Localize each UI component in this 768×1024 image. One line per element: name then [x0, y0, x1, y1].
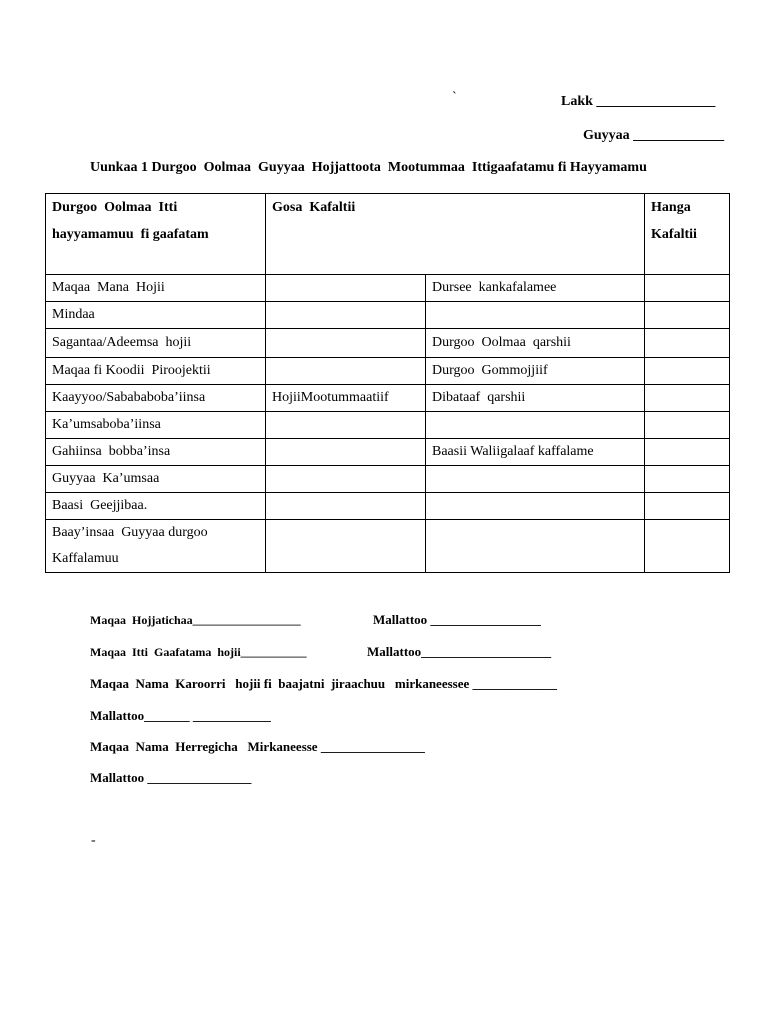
row-payment-label: Baasii Waliigalaaf kaffalame: [426, 439, 645, 466]
supervisor-signature-field[interactable]: Mallattoo____________________: [367, 644, 552, 659]
table-row: [46, 493, 730, 520]
row-amount-cell[interactable]: [645, 302, 730, 329]
form-title: Uunkaa 1 Durgoo Oolmaa Guyyaa Hojjattoota Mootummaa Ittigaafatamu fi Hayyamamu: [90, 160, 647, 175]
row-input-cell[interactable]: HojiiMootummaatiif: [266, 385, 426, 412]
row-amount-cell[interactable]: [645, 385, 730, 412]
table-row: [46, 439, 730, 466]
row-amount-cell[interactable]: [645, 329, 730, 358]
table-row: [46, 385, 730, 412]
table-row: [46, 329, 730, 358]
row-payment-label: Dibataaf qarshii: [426, 385, 645, 412]
row-amount-cell[interactable]: [645, 412, 730, 439]
allowance-table: [45, 193, 730, 573]
table-row: [46, 466, 730, 493]
row-label: Gahiinsa bobba’insa: [46, 439, 266, 466]
accountant-name-field[interactable]: Maqaa Nama Herregicha Mirkaneesse ________________: [90, 739, 425, 754]
row-amount-cell[interactable]: [645, 439, 730, 466]
row-label: Guyyaa Ka’umsaa: [46, 466, 266, 493]
employee-name-field[interactable]: Maqaa Hojjatichaa__________________: [90, 613, 301, 627]
row-amount-cell[interactable]: [645, 358, 730, 385]
row-amount-cell[interactable]: [645, 520, 730, 573]
row-amount-cell[interactable]: [645, 493, 730, 520]
row-label: Ka’umsaboba’iinsa: [46, 412, 266, 439]
header-cell-allowance-type: Durgoo Oolmaa Itti hayyamamuu fi gaafatam: [46, 194, 266, 275]
employee-signature-field[interactable]: Mallattoo _________________: [373, 612, 541, 627]
row-payment-label: [426, 302, 645, 329]
table-row: [46, 520, 730, 573]
date-field[interactable]: Guyyaa _____________: [583, 128, 725, 143]
row-input-cell[interactable]: [266, 493, 426, 520]
row-payment-label: [426, 493, 645, 520]
budget-verifier-name-field[interactable]: Maqaa Nama Karoorri hojii fi baajatni jiraachuu mirkaneessee _____________: [90, 676, 558, 691]
row-payment-label: [426, 520, 645, 573]
budget-verifier-signature-field[interactable]: Mallattoo_______ ____________: [90, 708, 271, 723]
row-input-cell[interactable]: [266, 466, 426, 493]
row-label: Baasi Geejjibaa.: [46, 493, 266, 520]
row-input-cell[interactable]: [266, 358, 426, 385]
row-payment-label: [426, 466, 645, 493]
row-input-cell[interactable]: [266, 329, 426, 358]
row-input-cell[interactable]: [266, 412, 426, 439]
row-input-cell[interactable]: [266, 302, 426, 329]
row-label: Baay’insaa Guyyaa durgoo Kaffalamuu: [46, 520, 266, 573]
row-label: Kaayyoo/Sabababoba’iinsa: [46, 385, 266, 412]
table-row: [46, 302, 730, 329]
row-label: Maqaa Mana Hojii: [46, 275, 266, 302]
trailing-dash: -: [91, 833, 96, 848]
header-cell-payment-type: Gosa Kafaltii: [266, 194, 645, 275]
row-payment-label: Dursee kankafalamee: [426, 275, 645, 302]
row-input-cell[interactable]: [266, 439, 426, 466]
stray-backtick: `: [452, 90, 457, 105]
table-row: [46, 358, 730, 385]
row-payment-label: [426, 412, 645, 439]
accountant-signature-field[interactable]: Mallattoo ________________: [90, 770, 252, 785]
row-payment-label: Durgoo Gommojjiif: [426, 358, 645, 385]
row-amount-cell[interactable]: [645, 466, 730, 493]
reference-number-field[interactable]: Lakk _________________: [561, 94, 716, 109]
table-header-row: [46, 194, 730, 275]
row-label: Maqaa fi Koodii Piroojektii: [46, 358, 266, 385]
table-row: [46, 275, 730, 302]
row-input-cell[interactable]: [266, 275, 426, 302]
supervisor-name-field[interactable]: Maqaa Itti Gaafatama hojii___________: [90, 645, 307, 659]
row-payment-label: Durgoo Oolmaa qarshii: [426, 329, 645, 358]
row-input-cell[interactable]: [266, 520, 426, 573]
table-row: [46, 412, 730, 439]
row-label: Mindaa: [46, 302, 266, 329]
row-amount-cell[interactable]: [645, 275, 730, 302]
row-label: Sagantaa/Adeemsa hojii: [46, 329, 266, 358]
header-cell-amount: Hanga Kafaltii: [645, 194, 730, 275]
